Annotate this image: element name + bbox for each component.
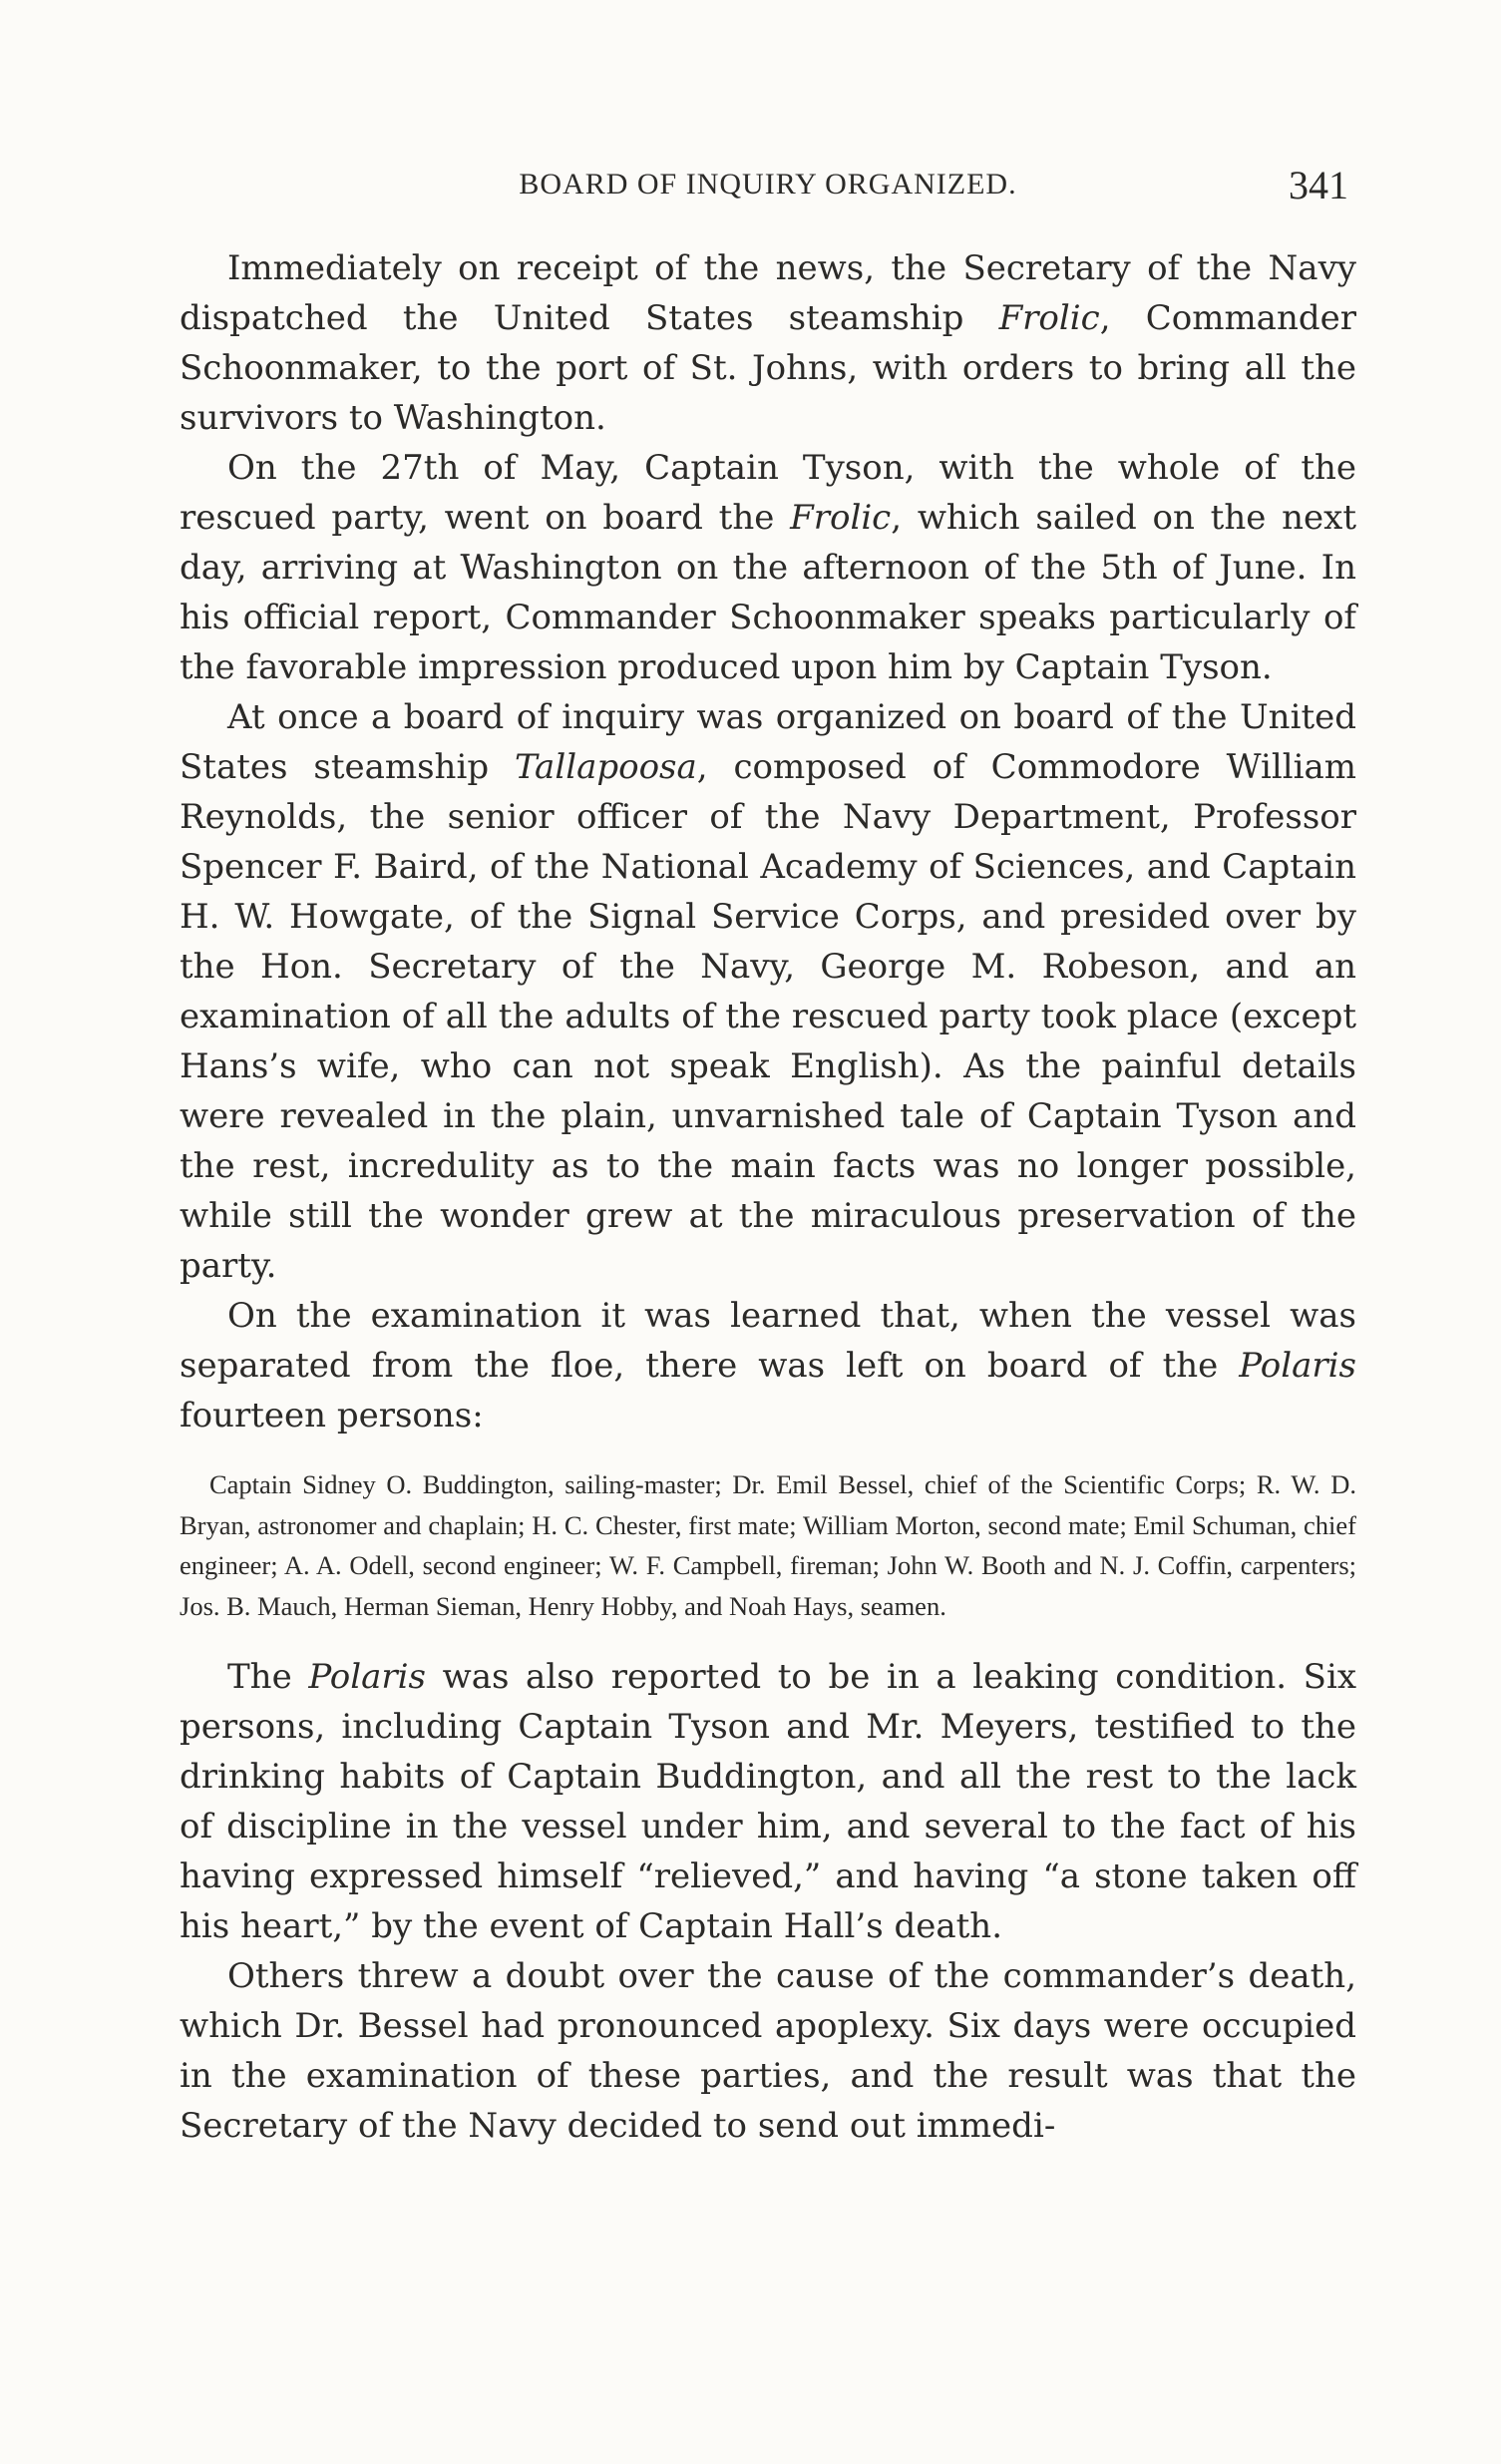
- book-page: [180, 160, 1356, 2151]
- ship-name: Polaris: [1239, 1346, 1356, 1386]
- crew-list: Captain Sidney O. Buddington, sailing-master; Dr. Emil Bessel, chief of the Scientific Corps; R. W. D. Bryan, astronomer and chaplain; H. C. Chester, first mate; William Morton, second mate; Emil Schuman, chief engineer; A. A. Odell, second engineer; W. F. Campbell, fireman; John W. Booth and N. J. Coffin, carpenters; Jos. B. Mauch, Herman Sieman, Henry Hobby, and Noah Hays, seamen.: [180, 1469, 1356, 1621]
- paragraph-text: , composed of Commodore William Reynolds, the senior officer of the Navy Department, Professor Spencer F. Baird, of the National Academy of Sciences, and Captain H. W. Howgate, of the Signal Service Corps, and presided over by the Hon. Secretary of the Navy, George M. Robeson, and an examination of all the adults of the rescued party took place (except Hans’s wife, who can not speak English). As the painful details were revealed in the plain, unvarnished tale of Captain Tyson and the rest, incredulity as to the main facts was no longer possible, while still the wonder grew at the miraculous preservation of the party.: [180, 747, 1356, 1286]
- paragraph-board-of-inquiry: [180, 692, 1356, 1291]
- paragraph-text: Immediately on receipt of the news, the Secretary of the Navy dispatched the United States steamship: [180, 248, 1356, 338]
- paragraph-text: , Commander Schoonmaker, to the port of St. Johns, with orders to bring all the survivors to Washington.: [180, 298, 1356, 438]
- ship-name: Polaris: [308, 1657, 427, 1697]
- paragraph-leaking-condition: [180, 1652, 1356, 1951]
- ship-name: Tallapoosa: [515, 747, 697, 787]
- paragraph-examination: [180, 1291, 1356, 1440]
- paragraph-doubt-over-death: [180, 1951, 1356, 2151]
- running-head: BOARD OF INQUIRY ORGANIZED.: [519, 168, 1017, 201]
- paragraph-frolic-dispatch: [180, 243, 1356, 443]
- ship-name: Frolic: [790, 498, 892, 538]
- page-header: [180, 160, 1356, 219]
- paragraph-text: , which sailed on the next day, arriving at Washington on the afternoon of the 5th of June. In his official report, Commander Schoonmaker speaks particularly of the favorable impression produced upon him by Captain Tyson.: [180, 498, 1356, 687]
- paragraph-text: fourteen persons:: [180, 1396, 484, 1436]
- paragraph-text: On the 27th of May, Captain Tyson, with the whole of the rescued party, went on board the: [180, 448, 1356, 538]
- page-number: 341: [1289, 163, 1348, 207]
- paragraph-arrival: [180, 443, 1356, 692]
- paragraph-text: Others threw a doubt over the cause of the commander’s death, which Dr. Bessel had pronounced apoplexy. Six days were occupied in the examination of these parties, and the result was that the Secretary of the Navy decided to send out immedi-: [180, 1956, 1356, 2146]
- ship-name: Frolic: [998, 298, 1100, 338]
- paragraph-text: was also reported to be in a leaking condition. Six persons, including Captain Tyson and Mr. Meyers, testified to the drinking habits of Captain Buddington, and all the rest to the lack of discipline in the vessel under him, and several to the fact of his having expressed himself “relieved,” and having “a stone taken off his heart,” by the event of Captain Hall’s death.: [180, 1657, 1356, 1946]
- paragraph-text: The: [227, 1657, 309, 1697]
- body-text: [180, 243, 1356, 2151]
- paragraph-text: At once a board of inquiry was organized on board of the United States steamship: [180, 697, 1356, 787]
- paragraph-text: On the examination it was learned that, when the vessel was separated from the floe, there was left on board of the: [180, 1296, 1356, 1386]
